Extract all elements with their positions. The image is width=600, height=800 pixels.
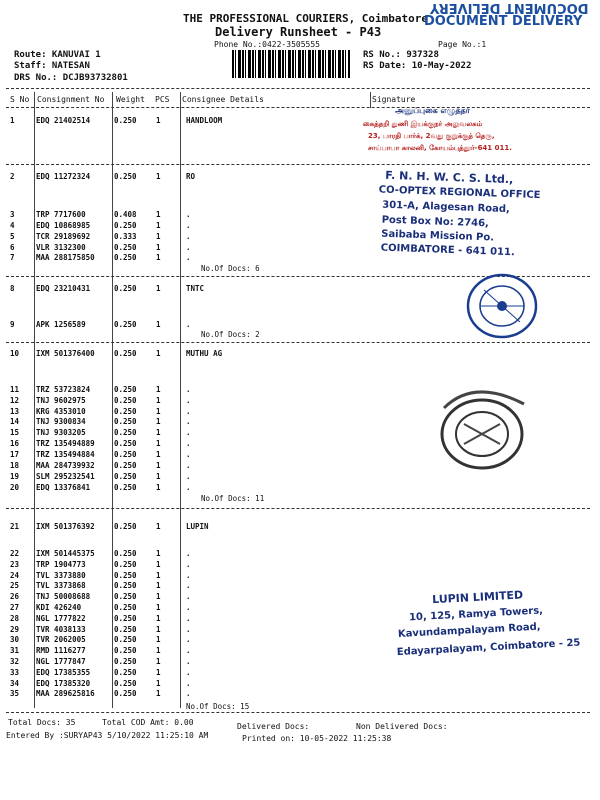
consignee-details: . [186, 417, 191, 426]
row-weight: 0.250 [114, 461, 137, 470]
consignee-details: . [186, 614, 191, 623]
consignee-details: . [186, 625, 191, 634]
consignment-number: SLM 295232541 [36, 472, 95, 481]
consignment-number: TRZ 135494889 [36, 439, 95, 448]
row-weight: 0.250 [114, 472, 137, 481]
consignee-details: . [186, 571, 191, 580]
row-pcs: 1 [156, 232, 161, 241]
row-sno: 12 [10, 396, 20, 405]
total-cod-amount: Total COD Amt: 0.00 [102, 718, 194, 727]
barcode [232, 50, 350, 78]
row-sno: 1 [10, 116, 15, 125]
row-sno: 28 [10, 614, 20, 623]
row-pcs: 1 [156, 407, 161, 416]
row-weight: 0.250 [114, 522, 137, 531]
group-docs-count: No.Of Docs: 15 [186, 702, 250, 711]
group-docs-count: No.Of Docs: 2 [201, 330, 260, 339]
row-sno: 18 [10, 461, 20, 470]
consignee-details: . [186, 450, 191, 459]
row-pcs: 1 [156, 116, 161, 125]
table-row [0, 571, 600, 581]
table-row [0, 483, 600, 493]
row-sno: 5 [10, 232, 15, 241]
consignee-details: . [186, 689, 191, 698]
watermark-text: DOCUMENT DELIVERY [424, 14, 583, 29]
page-number: Page No.:1 [438, 40, 487, 49]
row-sno: 13 [10, 407, 20, 416]
row-pcs: 1 [156, 172, 161, 181]
row-sno: 27 [10, 603, 20, 612]
consignment-number: MAA 289625816 [36, 689, 95, 698]
row-pcs: 1 [156, 522, 161, 531]
row-pcs: 1 [156, 243, 161, 252]
row-weight: 0.250 [114, 483, 137, 492]
consignee-details: LUPIN [186, 522, 209, 531]
table-row [0, 522, 600, 532]
row-pcs: 1 [156, 679, 161, 688]
row-weight: 0.250 [114, 689, 137, 698]
group-docs-count: No.Of Docs: 11 [201, 494, 265, 503]
consignee-details: RO [186, 172, 196, 181]
stamp-line: F. N. H. W. C. S. Ltd., [385, 168, 514, 187]
consignee-details: . [186, 221, 191, 230]
row-pcs: 1 [156, 461, 161, 470]
row-pcs: 1 [156, 646, 161, 655]
delivered-docs: Delivered Docs: [237, 722, 310, 731]
consignment-number: RMD 1116277 [36, 646, 86, 655]
entered-by: Entered By :SURYAP43 5/10/2022 11:25:10 AM [6, 731, 209, 740]
consignee-details: . [186, 210, 191, 219]
group-rule [6, 164, 590, 165]
consignee-details: . [186, 657, 191, 666]
consignee-details: MUTHU AG [186, 349, 223, 358]
consignment-number: TNJ 9602975 [36, 396, 86, 405]
row-weight: 0.250 [114, 243, 137, 252]
row-sno: 21 [10, 522, 20, 531]
row-weight: 0.250 [114, 116, 137, 125]
row-pcs: 1 [156, 571, 161, 580]
phone-number: Phone No.:0422-3505555 [214, 40, 320, 49]
row-sno: 22 [10, 549, 20, 558]
consignee-details: . [186, 428, 191, 437]
row-sno: 2 [10, 172, 15, 181]
consignment-number: VLR 3132300 [36, 243, 86, 252]
consignee-details: . [186, 592, 191, 601]
consignment-number: NGL 1777822 [36, 614, 86, 623]
row-sno: 10 [10, 349, 20, 358]
stamp-line: கைத்தறி துணி இயக்குநர் அலுவலகம் [363, 120, 483, 128]
row-weight: 0.250 [114, 657, 137, 666]
row-weight: 0.250 [114, 679, 137, 688]
stamp-line: அனுப்புகை எழுத்தர் [395, 106, 470, 115]
stamp-line: Kavundampalayam Road, [397, 621, 541, 641]
row-pcs: 1 [156, 385, 161, 394]
consignment-number: TCR 29189692 [36, 232, 91, 241]
drs-number: DRS No.: DCJB93732801 [14, 73, 128, 83]
row-weight: 0.250 [114, 603, 137, 612]
row-pcs: 1 [156, 657, 161, 666]
row-sno: 26 [10, 592, 20, 601]
row-weight: 0.250 [114, 396, 137, 405]
consignment-number: EDQ 11272324 [36, 172, 91, 181]
stamp-line: COIMBATORE - 641 011. [380, 242, 515, 259]
table-row [0, 689, 600, 699]
route-label: Route: KANUVAI 1 [14, 50, 101, 60]
consignee-details: . [186, 646, 191, 655]
col-signature: Signature [372, 95, 416, 104]
stamp-line: 23, பாரதி பார்க், 2வது குறுக்குத் தெரு, [368, 132, 495, 140]
consignee-details: HANDLOOM [186, 116, 223, 125]
table-row [0, 560, 600, 570]
row-weight: 0.250 [114, 549, 137, 558]
row-sno: 30 [10, 635, 20, 644]
row-pcs: 1 [156, 320, 161, 329]
consignment-number: TRZ 135494884 [36, 450, 95, 459]
row-pcs: 1 [156, 417, 161, 426]
row-sno: 35 [10, 689, 20, 698]
stamp-line: சாய்பாபா காலனி, கோயம்புத்தூர்-641 011. [368, 144, 512, 152]
consignee-details: . [186, 407, 191, 416]
consignment-number: TNJ 50008688 [36, 592, 91, 601]
row-weight: 0.250 [114, 614, 137, 623]
non-delivered-docs: Non Delivered Docs: [356, 722, 448, 731]
row-weight: 0.250 [114, 592, 137, 601]
row-weight: 0.250 [114, 253, 137, 262]
consignment-number: TVR 2062005 [36, 635, 86, 644]
row-weight: 0.250 [114, 349, 137, 358]
consignee-details: . [186, 668, 191, 677]
row-pcs: 1 [156, 483, 161, 492]
row-sno: 6 [10, 243, 15, 252]
row-sno: 19 [10, 472, 20, 481]
round-seal-stamp [462, 270, 546, 344]
row-sno: 14 [10, 417, 20, 426]
row-pcs: 1 [156, 625, 161, 634]
consignment-number: TVL 3373868 [36, 581, 86, 590]
consignee-details: . [186, 320, 191, 329]
row-weight: 0.333 [114, 232, 137, 241]
consignment-number: APK 1256589 [36, 320, 86, 329]
consignment-number: MAA 284739932 [36, 461, 95, 470]
document-title: THE PROFESSIONAL COURIERS, Coimbatore [183, 12, 429, 25]
row-pcs: 1 [156, 472, 161, 481]
row-weight: 0.250 [114, 581, 137, 590]
row-sno: 8 [10, 284, 15, 293]
consignee-details: . [186, 232, 191, 241]
row-sno: 31 [10, 646, 20, 655]
consignment-number: EDQ 23210431 [36, 284, 91, 293]
consignee-details: . [186, 679, 191, 688]
consignment-number: TVL 3373880 [36, 571, 86, 580]
row-pcs: 1 [156, 221, 161, 230]
col-consignment: Consignment No [37, 95, 105, 104]
consignment-number: KDI 426240 [36, 603, 82, 612]
row-weight: 0.408 [114, 210, 137, 219]
row-weight: 0.250 [114, 428, 137, 437]
row-sno: 9 [10, 320, 15, 329]
consignment-number: TNJ 9303205 [36, 428, 86, 437]
lupin-stamp [392, 583, 596, 683]
stamp-line: Saibaba Mission Po. [381, 228, 495, 244]
row-weight: 0.250 [114, 560, 137, 569]
table-row [0, 116, 600, 126]
row-pcs: 1 [156, 603, 161, 612]
total-docs: Total Docs: 35 [8, 718, 76, 727]
row-sno: 3 [10, 210, 15, 219]
group-rule [6, 712, 590, 713]
row-weight: 0.250 [114, 635, 137, 644]
consignee-details: . [186, 385, 191, 394]
rs-date: RS Date: 10-May-2022 [363, 61, 472, 71]
row-sno: 17 [10, 450, 20, 459]
consignee-details: . [186, 635, 191, 644]
row-pcs: 1 [156, 210, 161, 219]
row-sno: 33 [10, 668, 20, 677]
cooptex-stamp [370, 164, 587, 261]
runsheet-title: Delivery Runsheet - P43 [215, 25, 382, 39]
row-pcs: 1 [156, 450, 161, 459]
consignee-details: . [186, 243, 191, 252]
row-sno: 16 [10, 439, 20, 448]
row-pcs: 1 [156, 396, 161, 405]
row-pcs: 1 [156, 592, 161, 601]
consignee-details: . [186, 549, 191, 558]
row-weight: 0.250 [114, 417, 137, 426]
row-pcs: 1 [156, 560, 161, 569]
row-sno: 24 [10, 571, 20, 580]
stamp-line: Post Box No: 2746, [381, 214, 490, 230]
group-rule [6, 508, 590, 509]
consignment-number: TVR 4038133 [36, 625, 86, 634]
consignee-details: . [186, 483, 191, 492]
row-weight: 0.250 [114, 385, 137, 394]
consignment-number: TNJ 9300834 [36, 417, 86, 426]
row-sno: 34 [10, 679, 20, 688]
consignment-number: EDQ 13376841 [36, 483, 91, 492]
row-sno: 25 [10, 581, 20, 590]
row-sno: 23 [10, 560, 20, 569]
consignment-number: KRG 4353010 [36, 407, 86, 416]
col-sno: S No [10, 95, 30, 104]
consignment-number: IXM 501445375 [36, 549, 95, 558]
table-row [0, 349, 600, 359]
col-sep [370, 92, 371, 108]
row-sno: 29 [10, 625, 20, 634]
stamp-line: LUPIN LIMITED [431, 588, 524, 607]
stamp-line: 10, 125, Ramya Towers, [408, 605, 544, 624]
row-weight: 0.250 [114, 320, 137, 329]
header-bottom-rule [6, 107, 590, 108]
row-weight: 0.250 [114, 450, 137, 459]
row-pcs: 1 [156, 428, 161, 437]
row-weight: 0.250 [114, 646, 137, 655]
consignment-number: EDQ 10868985 [36, 221, 91, 230]
row-pcs: 1 [156, 549, 161, 558]
consignee-details: . [186, 461, 191, 470]
row-weight: 0.250 [114, 172, 137, 181]
row-pcs: 1 [156, 253, 161, 262]
consignment-number: EDQ 17385320 [36, 679, 91, 688]
consignment-number: NGL 1777847 [36, 657, 86, 666]
consignee-details: . [186, 560, 191, 569]
col-consignee: Consignee Details [182, 95, 264, 104]
row-sno: 4 [10, 221, 15, 230]
table-row [0, 679, 600, 689]
consignment-number: TRP 1904773 [36, 560, 86, 569]
round-seal-stamp [424, 378, 540, 474]
col-weight: Weight [116, 95, 145, 104]
consignee-details: . [186, 253, 191, 262]
stamp-line: 301-A, Alagesan Road, [382, 199, 511, 216]
row-weight: 0.250 [114, 668, 137, 677]
consignee-details: TNTC [186, 284, 205, 293]
rs-number: RS No.: 937328 [363, 50, 439, 60]
row-pcs: 1 [156, 635, 161, 644]
consignment-number: IXM 501376392 [36, 522, 95, 531]
consignment-number: TRZ 53723824 [36, 385, 91, 394]
consignment-number: IXM 501376400 [36, 349, 95, 358]
consignment-number: EDQ 17385355 [36, 668, 91, 677]
consignment-number: MAA 288175850 [36, 253, 95, 262]
consignment-number: EDQ 21402514 [36, 116, 91, 125]
header-top-rule [6, 88, 590, 89]
row-weight: 0.250 [114, 439, 137, 448]
table-row [0, 549, 600, 559]
consignment-number: TRP 7717600 [36, 210, 86, 219]
row-weight: 0.250 [114, 571, 137, 580]
row-weight: 0.250 [114, 221, 137, 230]
row-weight: 0.250 [114, 284, 137, 293]
consignee-details: . [186, 396, 191, 405]
row-pcs: 1 [156, 581, 161, 590]
group-docs-count: No.Of Docs: 6 [201, 264, 260, 273]
row-weight: 0.250 [114, 407, 137, 416]
row-sno: 20 [10, 483, 20, 492]
row-pcs: 1 [156, 668, 161, 677]
col-pcs: PCS [155, 95, 170, 104]
staff-label: Staff: NATESAN [14, 61, 90, 71]
row-sno: 11 [10, 385, 20, 394]
row-pcs: 1 [156, 439, 161, 448]
row-sno: 32 [10, 657, 20, 666]
stamp-line: Edayarpalayam, Coimbatore - 25 [396, 637, 581, 659]
consignee-details: . [186, 472, 191, 481]
consignee-details: . [186, 439, 191, 448]
row-pcs: 1 [156, 689, 161, 698]
row-sno: 7 [10, 253, 15, 262]
row-pcs: 1 [156, 349, 161, 358]
watermark-inverted: DOCUMENT DELIVERY [430, 0, 589, 15]
row-pcs: 1 [156, 614, 161, 623]
row-sno: 15 [10, 428, 20, 437]
consignee-details: . [186, 581, 191, 590]
printed-on: Printed on: 10-05-2022 11:25:38 [242, 734, 392, 743]
row-weight: 0.250 [114, 625, 137, 634]
consignee-details: . [186, 603, 191, 612]
stamp-line: CO-OPTEX REGIONAL OFFICE [378, 184, 541, 202]
row-pcs: 1 [156, 284, 161, 293]
